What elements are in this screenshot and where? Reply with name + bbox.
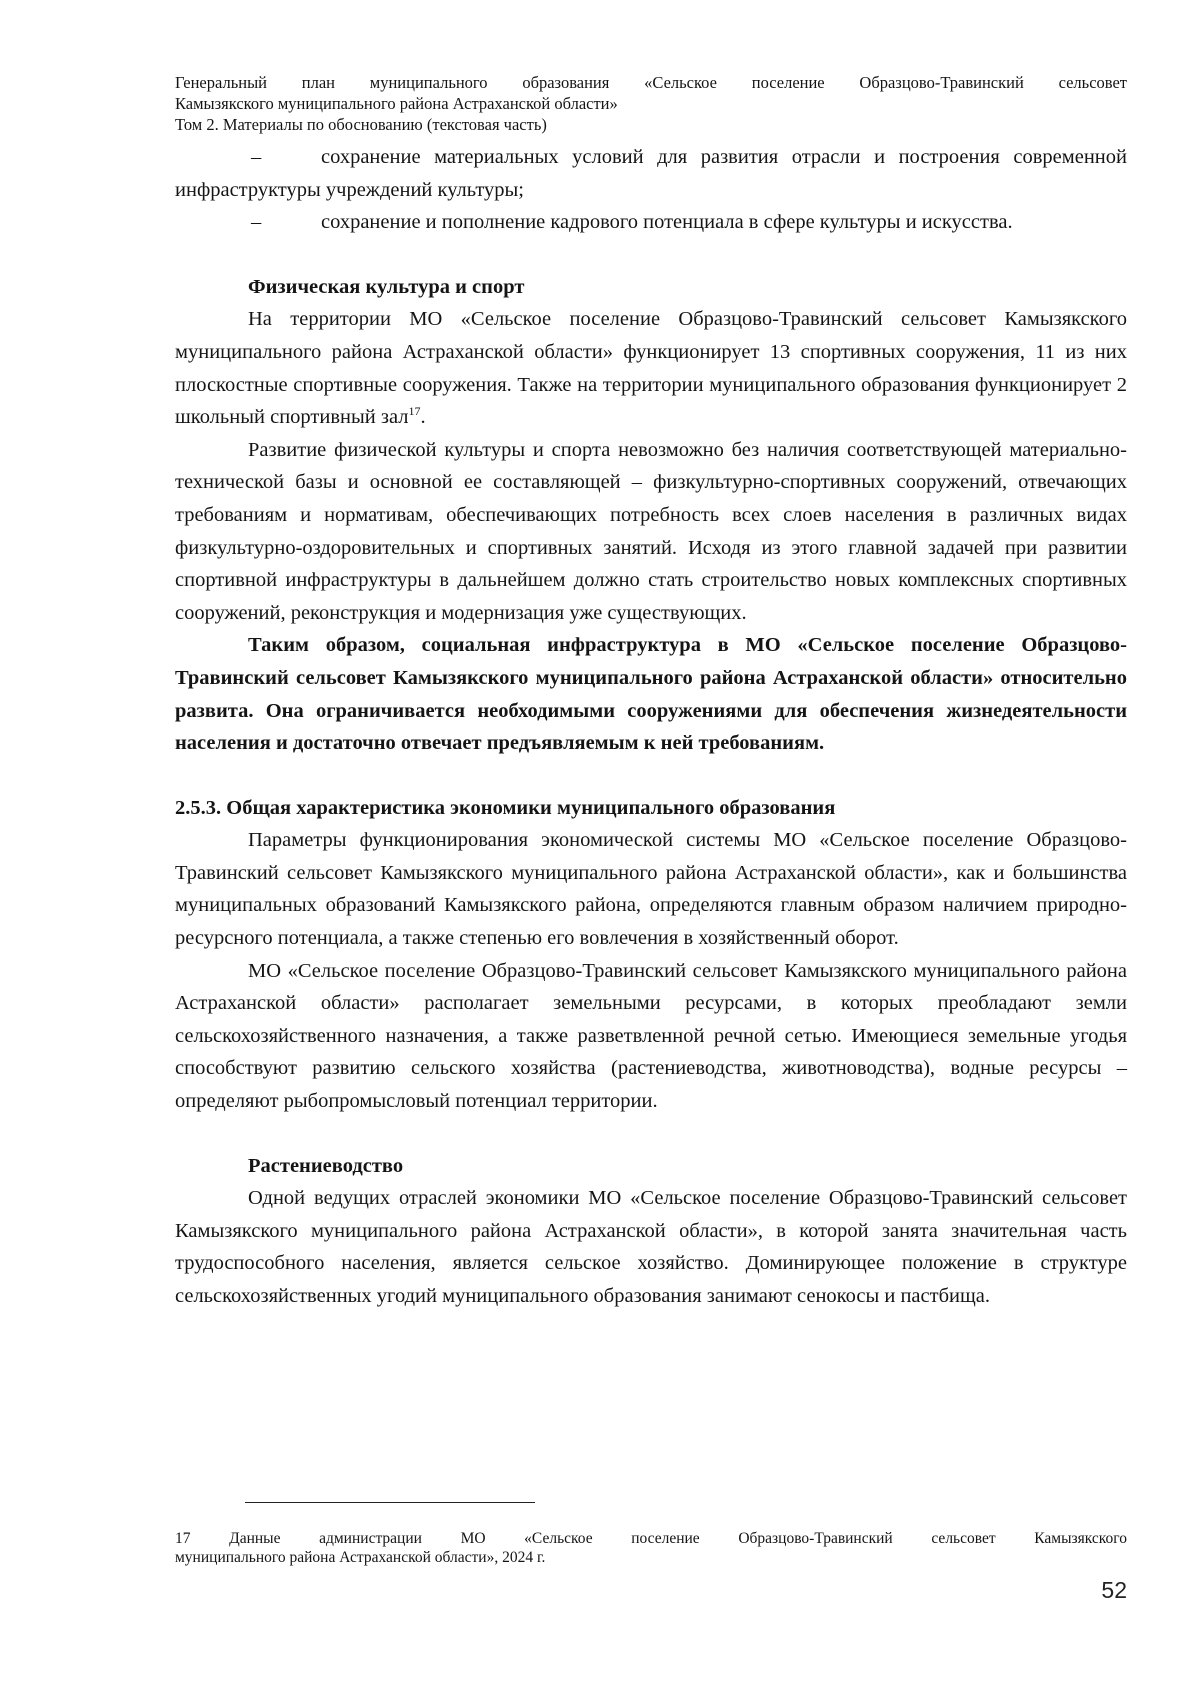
- bullet-item: [175, 141, 1127, 206]
- footnote-line: 17 Данные администрации МО «Сельское поселение Образцово-Травинский сельсовет Камызякского: [175, 1530, 1127, 1547]
- subheading-crop: Растениеводство: [248, 1154, 404, 1177]
- paragraph: Одной ведущих отраслей экономики МО «Сельское поселение Образцово-Травинский сельсовет Камызякского муниципального района Астраханской области», в которой занята значительная часть трудоспособного населения, является сельское хозяйство. Доминирующее положение в структуре сельскохозяйственных угодий муниципального образования занимают сенокосы и пастбища.: [175, 1187, 1127, 1307]
- dash-marker: –: [251, 146, 262, 168]
- spacer: [175, 760, 1127, 792]
- footnote-separator: [245, 1502, 535, 1503]
- subheading-sport: Физическая культура и спорт: [248, 275, 525, 298]
- footnote: [175, 1529, 1127, 1567]
- paragraph: Параметры функционирования экономической системы МО «Сельское поселение Образцово-Травинский сельсовет Камызякского муниципального района Астраханской области», как и большинства муниципальных образований Камызякского района, определяются главным образом наличием природно-ресурсного потенциала, а также степенью его вовлечения в хозяйственный оборот.: [175, 829, 1127, 950]
- header-line: Том 2. Материалы по обоснованию (текстовая часть): [175, 115, 547, 134]
- footnote-line: муниципального района Астраханской области», 2024 г.: [175, 1549, 546, 1566]
- paragraph: [175, 303, 1127, 433]
- body-text: [175, 141, 1127, 1313]
- bullet-text: сохранение и пополнение кадрового потенциала в сфере культуры и искусства.: [321, 211, 1013, 234]
- paragraph-text: На территории МО «Сельское поселение Образцово-Травинский сельсовет Камызякского муниципального района Астраханской области» функционирует 13 спортивных сооружения, 11 из них плоскостные спортивные сооружения. Также на территории муниципального образования функционирует 2 школьный спортивный зал: [175, 308, 1127, 429]
- paragraph: Развитие физической культуры и спорта невозможно без наличия соответствующей материально-технической базы и основной ее составляющей – физкультурно-спортивных сооружений, отвечающих требованиям и нормативам, обеспечивающих потребность всех слоев населения в различных видах физкультурно-оздоровительных и спортивных занятий. Исходя из этого главной задачей при развитии спортивной инфраструктуры в дальнейшем должно стать строительство новых комплексных спортивных сооружений, реконструкция и модернизация уже существующих.: [175, 438, 1127, 624]
- spacer: [175, 239, 1127, 271]
- header-line: Генеральный план муниципального образования «Сельское поселение Образцово-Травинский сельсовет: [175, 73, 1127, 92]
- running-header: [175, 72, 1127, 135]
- spacer: [175, 1118, 1127, 1150]
- header-line: Камызякского муниципального района Астраханской области»: [175, 94, 618, 113]
- bullet-item: [175, 206, 1127, 239]
- paragraph-end: .: [420, 406, 426, 429]
- bullet-text: сохранение материальных условий для развития отрасли и построения современной инфраструктуры учреждений культуры;: [175, 146, 1127, 201]
- dash-marker: –: [251, 211, 262, 234]
- conclusion-paragraph: Таким образом, социальная инфраструктура в МО «Сельское поселение Образцово-Травинский сельсовет Камызякского муниципального района Астраханской области» относительно развита. Она ограничивается необходимыми сооружениями для обеспечения жизнедеятельности населения и достаточно отвечает предъявляемым к ней требованиям.: [175, 634, 1127, 755]
- paragraph: МО «Сельское поселение Образцово-Травинский сельсовет Камызякского муниципального района Астраханской области» располагает земельными ресурсами, в которых преобладают земли сельскохозяйственного назначения, а также разветвленной речной сетью. Имеющиеся земельные угодья способствуют развитию сельского хозяйства (растениеводства, животноводства), водные ресурсы – определяют рыбопромысловый потенциал территории.: [175, 959, 1127, 1113]
- page-number: 52: [1101, 1577, 1127, 1603]
- footnote-ref: 17: [408, 404, 421, 419]
- section-heading: 2.5.3. Общая характеристика экономики муниципального образования: [175, 796, 836, 819]
